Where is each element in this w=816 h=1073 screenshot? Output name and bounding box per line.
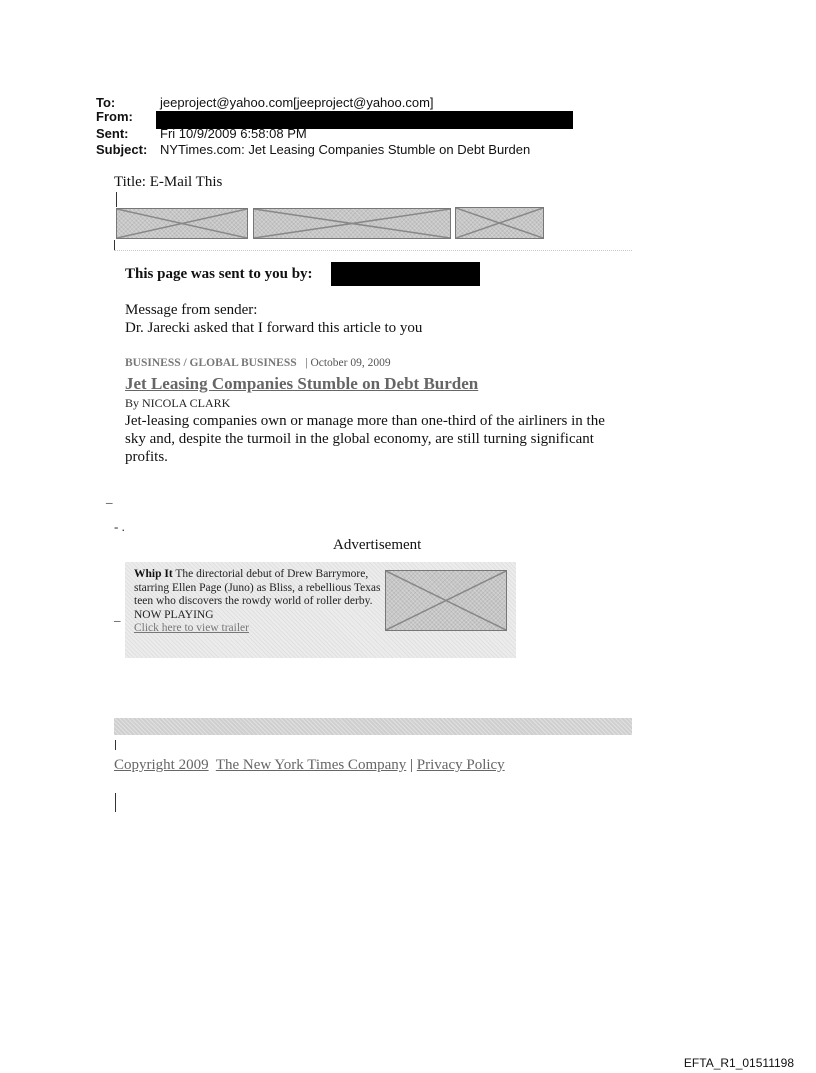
cursor-mark (116, 192, 117, 207)
sent-value: Fri 10/9/2009 6:58:08 PM (160, 126, 307, 141)
footer-separator: | (410, 757, 414, 773)
subject-label: Subject: (96, 142, 148, 157)
ad-status: NOW PLAYING (134, 608, 214, 621)
article-section: BUSINESS / GLOBAL BUSINESS (125, 357, 297, 369)
message-text: Dr. Jarecki asked that I forward this article to you (125, 320, 423, 336)
article-date: October 09, 2009 (310, 357, 391, 369)
to-value: jeeproject@yahoo.com[jeeproject@yahoo.com] (160, 95, 434, 110)
to-label: To: (96, 95, 116, 110)
copyright-link[interactable]: Copyright 2009 (114, 757, 209, 773)
article-byline: By NICOLA CLARK (125, 396, 231, 410)
footer (114, 756, 514, 774)
broken-image-icon (254, 209, 450, 238)
ad-box[interactable] (125, 562, 516, 658)
message-label: Message from sender: (125, 302, 258, 318)
banner-image-2 (253, 208, 451, 239)
ad-image[interactable] (385, 570, 507, 631)
page-title: Title: E-Mail This (114, 174, 223, 190)
ad-title: Whip It (134, 568, 173, 580)
divider (114, 250, 632, 251)
stray-mark: _ (114, 608, 121, 623)
ad-trailer-link[interactable]: Click here to view trailer (134, 622, 249, 634)
document-id: EFTA_R1_01511198 (683, 1056, 794, 1070)
article-kicker (125, 357, 391, 369)
cursor-mark (115, 793, 116, 812)
privacy-policy-link[interactable]: Privacy Policy (416, 757, 505, 773)
kicker-separator: | (305, 357, 308, 369)
banner-image-3 (455, 207, 544, 239)
banner-image-1 (116, 208, 248, 239)
article-summary: Jet-leasing companies own or manage more than one-third of the airliners in the sky and, despite the turmoil in the global economy, are still turning significant profits. (125, 413, 605, 465)
sent-by-label: This page was sent to you by: (125, 266, 313, 282)
broken-image-icon (117, 209, 247, 238)
stray-mark: - . (114, 519, 125, 534)
cursor-mark (114, 240, 115, 250)
subject-value: NYTimes.com: Jet Leasing Companies Stumble on Debt Burden (160, 142, 531, 157)
sent-label: Sent: (96, 126, 129, 141)
nyt-company-link[interactable]: The New York Times Company (215, 757, 407, 773)
ad-text (134, 568, 384, 636)
footer-divider-bar (114, 718, 632, 735)
advertisement-label: Advertisement (333, 537, 422, 553)
ad-body: The directorial debut of Drew Barrymore, starring Ellen Page (Juno) as Bliss, a rebellious Texas teen who discovers the rowdy world of roller derby. (134, 568, 381, 607)
broken-image-icon (456, 208, 543, 238)
article-headline-link[interactable]: Jet Leasing Companies Stumble on Debt Burden (125, 374, 479, 393)
cursor-mark (115, 740, 116, 750)
stray-mark: _ (106, 490, 113, 505)
broken-image-icon (386, 571, 506, 630)
redacted-sender (331, 262, 480, 286)
from-label: From: (96, 109, 133, 124)
